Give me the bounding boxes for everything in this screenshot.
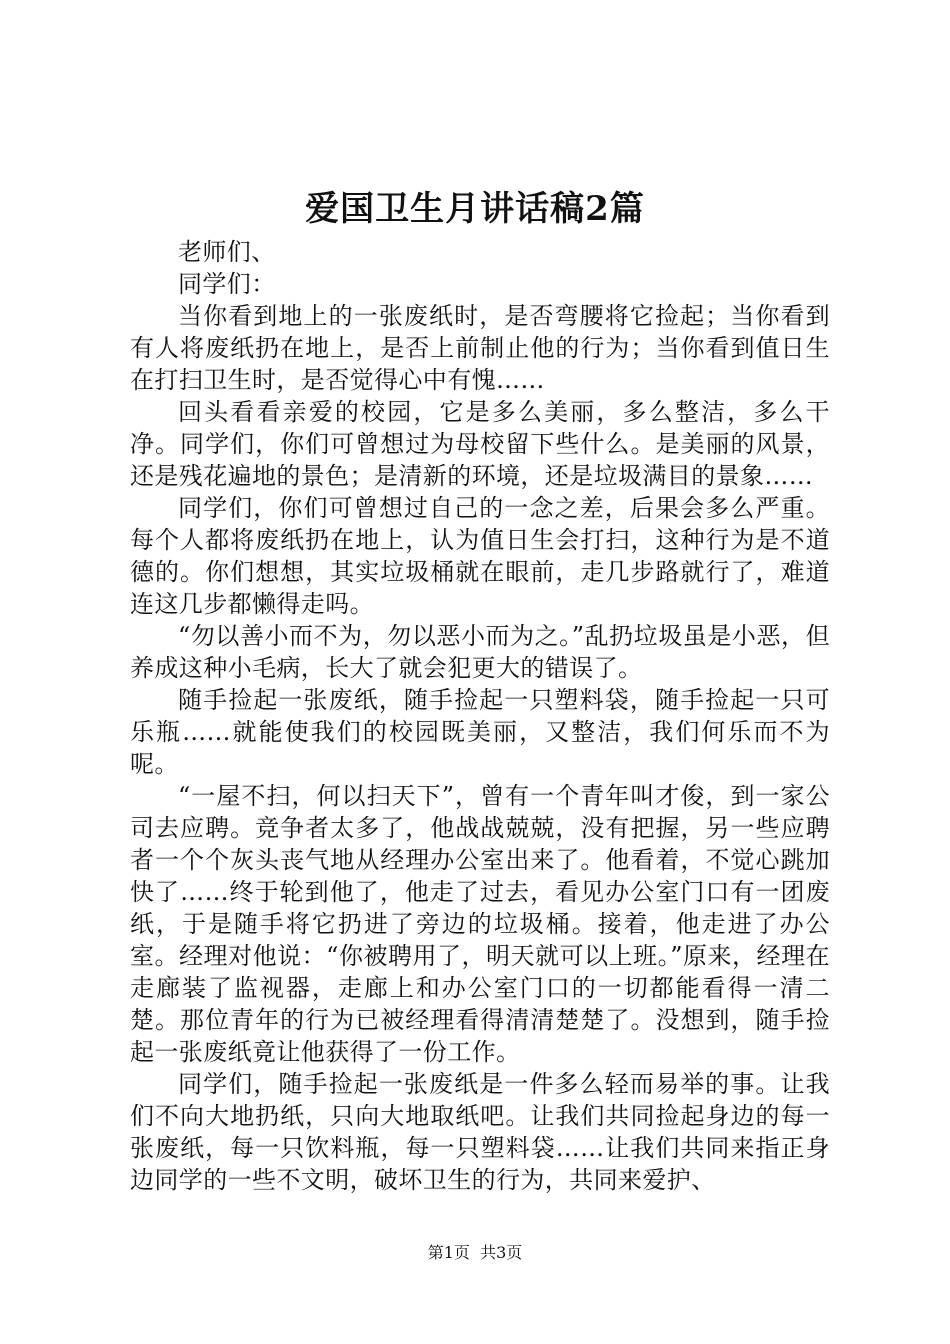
body-paragraph: 当你看到地上的一张废纸时，是否弯腰将它捡起；当你看到有人将废纸扔在地上，是否上前制止他的行为；当你看到值日生在打扫卫生时，是否觉得心中有愧…… [130,302,830,394]
body-paragraph: 回头看看亲爱的校园，它是多么美丽，多么整洁，多么干净。同学们，你们可曾想过为母校留下些什么。是美丽的风景，还是残花遍地的景色；是清新的环境，还是垃圾满目的景象…… [130,398,830,490]
document-body [130,236,830,1196]
body-paragraph: 同学们，你们可曾想过自己的一念之差，后果会多么严重。每个人都将废纸扔在地上，认为值日生会打扫，这种行为是不道德的。你们想想，其实垃圾桶就在眼前，走几步路就行了，难道连这几步都懒得走吗。 [130,494,830,618]
salutation-students: 同学们： [178,270,276,298]
body-paragraph: “一屋不扫，何以扫天下”，曾有一个青年叫才俊，到一家公司去应聘。竞争者太多了，他战战兢兢，没有把握，另一些应聘者一个个灰头丧气地从经理办公室出来了。他看着，不觉心跳加快了……终于轮到他了，他走了过去，看见办公室门口有一团废纸，于是随手将它扔进了旁边的垃圾桶。接着，他走进了办公室。经理对他说：“你被聘用了，明天就可以上班。”原来，经理在走廊装了监视器，走廊上和办公室门口的一切都能看得一清二楚。那位青年的行为已被经理看得清清楚楚了。没想到，随手捡起一张废纸竟让他获得了一份工作。 [130,782,830,1066]
body-paragraph: 同学们，随手捡起一张废纸是一件多么轻而易举的事。让我们不向大地扔纸，只向大地取纸吧。让我们共同捡起身边的每一张废纸，每一只饮料瓶，每一只塑料袋……让我们共同来指正身边同学的一些不文明，破坏卫生的行为，共同来爱护、 [130,1070,830,1194]
body-paragraph: “勿以善小而不为，勿以恶小而为之。”乱扔垃圾虽是小恶，但养成这种小毛病，长大了就会犯更大的错误了。 [130,622,830,682]
salutation-teachers: 老师们、 [178,238,276,266]
document-title: 爱国卫生月讲话稿2篇 [305,189,645,229]
body-paragraph: 随手捡起一张废纸，随手捡起一只塑料袋，随手捡起一只可乐瓶……就能使我们的校园既美丽，又整洁，我们何乐而不为呢。 [130,686,830,778]
page-footer: 第1页 共3页 [427,1243,523,1262]
